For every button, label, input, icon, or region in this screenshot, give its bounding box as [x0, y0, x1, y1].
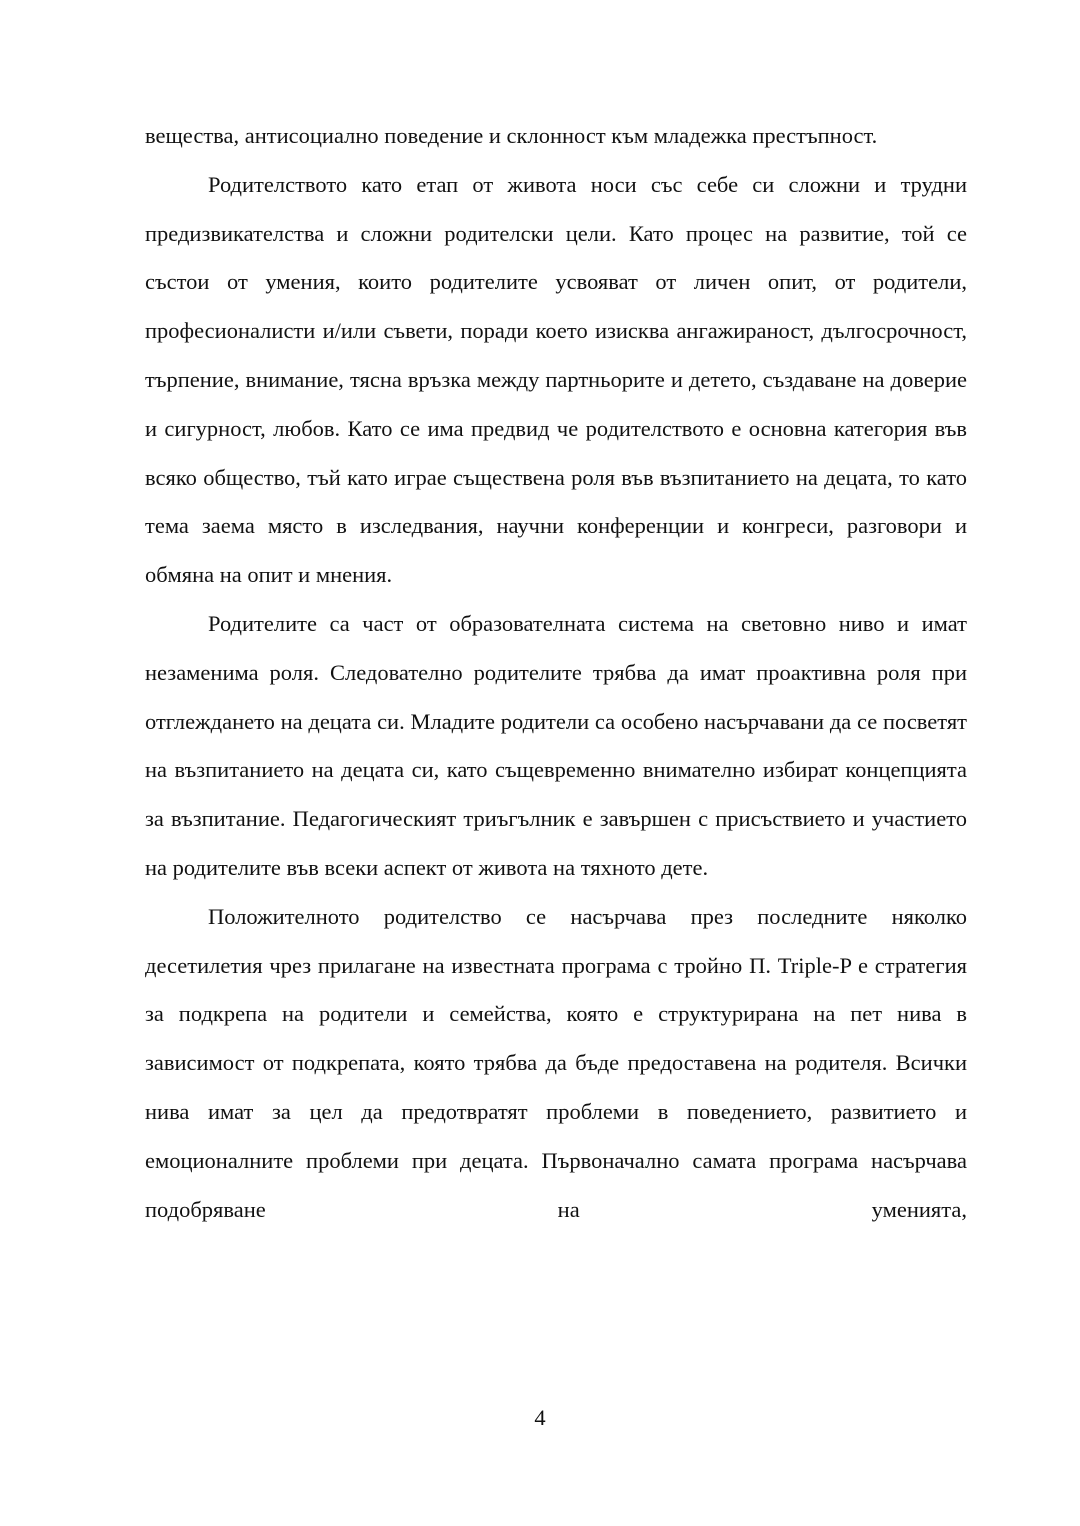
paragraph-parenting-stage: Родителството като етап от живота носи със себе си сложни и трудни предизвикателства и сложни родителски цели. Като процес на развитие, той се състои от умения, които родителите усвояват от личен опит, от родители, професионалисти и/или съвети, поради което изисква ангажираност, дългосрочност, търпение, внимание, тясна връзка между партньорите и детето, създаване на доверие и сигурност, любов. Като се има предвид че родителството е основна категория във всяко общество, тъй като играе съществена роля във възпитанието на децата, то като тема заема място в изследвания, научни конференции и конгреси, разговори и обмяна на опит и мнения. — [145, 171, 967, 588]
page-number: 4 — [534, 1405, 546, 1430]
paragraph-positive-parenting: Положителното родителство се насърчава през последните няколко десетилетия чрез прилагане на известната програма с тройно П. Triple-P е стратегия за подкрепа на родители и семейства, която е структурирана на пет нива в зависимост от подкрепата, която трябва да бъде предоставена на родителя. Всички нива имат за цел да предотвратят проблеми в поведението, развитието и емоционалните проблеми при децата. Първоначално самата програма насърчава подобряване на уменията, — [145, 903, 967, 1222]
paragraph-continuation: вещества, антисоциално поведение и склонност към младежка престъпност. — [145, 123, 878, 148]
body-text — [145, 112, 967, 1234]
paragraph-parents-role: Родителите са част от образователната система на световно ниво и имат незаменима роля. Следователно родителите трябва да имат проактивна роля при отглеждането на децата си. Младите родители са особено насърчавани да се посветят на възпитанието на децата си, като същевременно внимателно избират концепцията за възпитание. Педагогическият триъгълник е завършен с присъствието и участието на родителите във всеки аспект от живота на тяхното дете. — [145, 610, 967, 880]
